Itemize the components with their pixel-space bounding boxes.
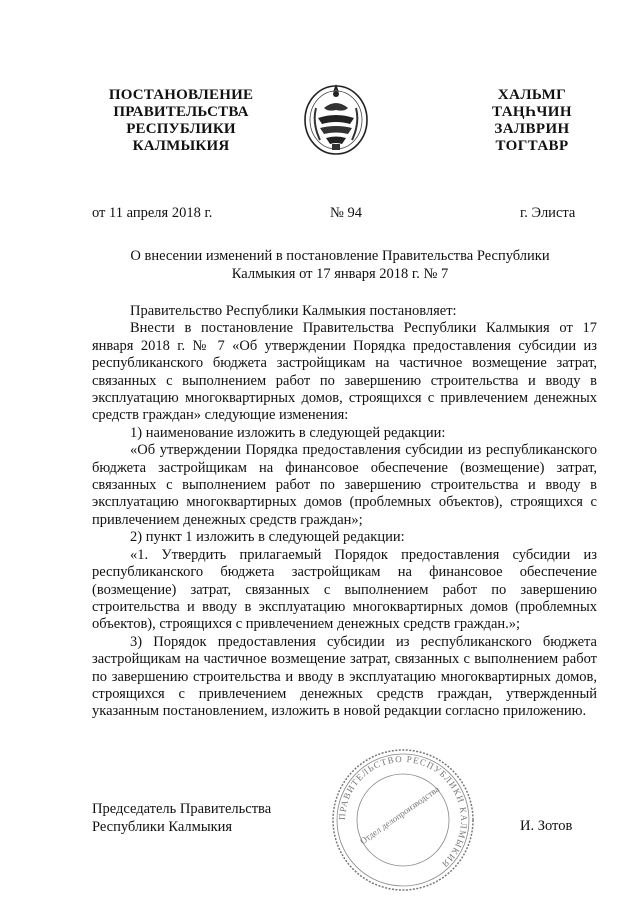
header-left-line: РЕСПУБЛИКИ xyxy=(126,121,236,137)
document-city: г. Элиста xyxy=(520,205,576,221)
seal-inner-text: Отдел делопроизводства xyxy=(358,783,442,847)
document-body xyxy=(92,303,597,721)
title-line: О внесении изменений в постановление Правительства Республики xyxy=(130,248,550,264)
round-seal-icon xyxy=(328,745,478,895)
body-paragraph: Внести в постановление Правительства Республики Калмыкия от 17 января 2018 г. № 7 «Об утверждении Порядка предоставления субсидии из республиканского бюджета застройщикам на частичное возмещение затрат, связанных с выполнением работ по завершению строительства и вводу в эксплуатацию многоквартирных домов, строящихся с привлечением денежных средств граждан» следующие изменения: xyxy=(92,320,597,424)
body-paragraph: 1) наименование изложить в следующей редакции: xyxy=(130,424,446,441)
signature-position-line: Республики Калмыкия xyxy=(92,819,233,835)
body-paragraph: «1. Утвердить прилагаемый Порядок предоставления субсидии из республиканского бюджета застройщикам на финансовое обеспечение (возмещение) затрат, связанных с выполнением работ по завершению строительства и вводу в эксплуатацию многоквартирных домов (проблемных объектов), строящихся с привлечением денежных средств граждан.»; xyxy=(92,546,597,633)
document-title xyxy=(105,247,575,283)
header-right-kalm xyxy=(462,87,602,155)
signature-position xyxy=(92,800,271,836)
body-paragraph: 3) Порядок предоставления субсидии из республиканского бюджета застройщикам на частичное возмещение затрат, связанных с выполнением работ по завершению строительства и вводу в эксплуатацию многоквартирных домов, строящихся с привлечением денежных средств граждан, утвержденный указанным постановлением, изложить в новой редакции согласно приложению. xyxy=(92,633,597,720)
body-paragraph: Правительство Республики Калмыкия постановляет: xyxy=(130,303,457,319)
document-date: от 11 апреля 2018 г. xyxy=(92,205,213,221)
header-right-line: ТОГТАВР xyxy=(495,138,569,154)
signature-position-line: Председатель Правительства xyxy=(92,801,272,817)
signature-name: И. Зотов xyxy=(520,818,573,834)
seal-outer-text: ПРАВИТЕЛЬСТВО РЕСПУБЛИКИ КАЛМЫКИЯ xyxy=(336,753,470,870)
header-right-line: ХАЛЬМГ xyxy=(497,87,567,103)
title-line: Калмыкия от 17 января 2018 г. № 7 xyxy=(231,266,449,282)
header-left-line: ПРАВИТЕЛЬСТВА xyxy=(113,104,249,120)
header-right-line: ТАҢҺЧИН xyxy=(492,104,572,120)
header-left-line: ПОСТАНОВЛЕНИЕ xyxy=(108,87,254,103)
document-number: № 94 xyxy=(330,205,362,221)
header-left-line: КАЛМЫКИЯ xyxy=(132,138,230,154)
header-left-ru xyxy=(96,87,266,155)
body-paragraph: 2) пункт 1 изложить в следующей редакции: xyxy=(130,529,405,546)
header-right-line: ЗАЛВРИН xyxy=(494,121,570,137)
body-paragraph: «Об утверждении Порядка предоставления субсидии из республиканского бюджета застройщикам на финансовое обеспечение (возмещение) затрат, связанных с выполнением работ по завершению строительства и вводу в эксплуатацию многоквартирных домов (проблемных объектов), строящихся с привлечением денежных средств граждан»; xyxy=(92,442,597,528)
kalmykia-emblem-icon xyxy=(302,78,370,158)
